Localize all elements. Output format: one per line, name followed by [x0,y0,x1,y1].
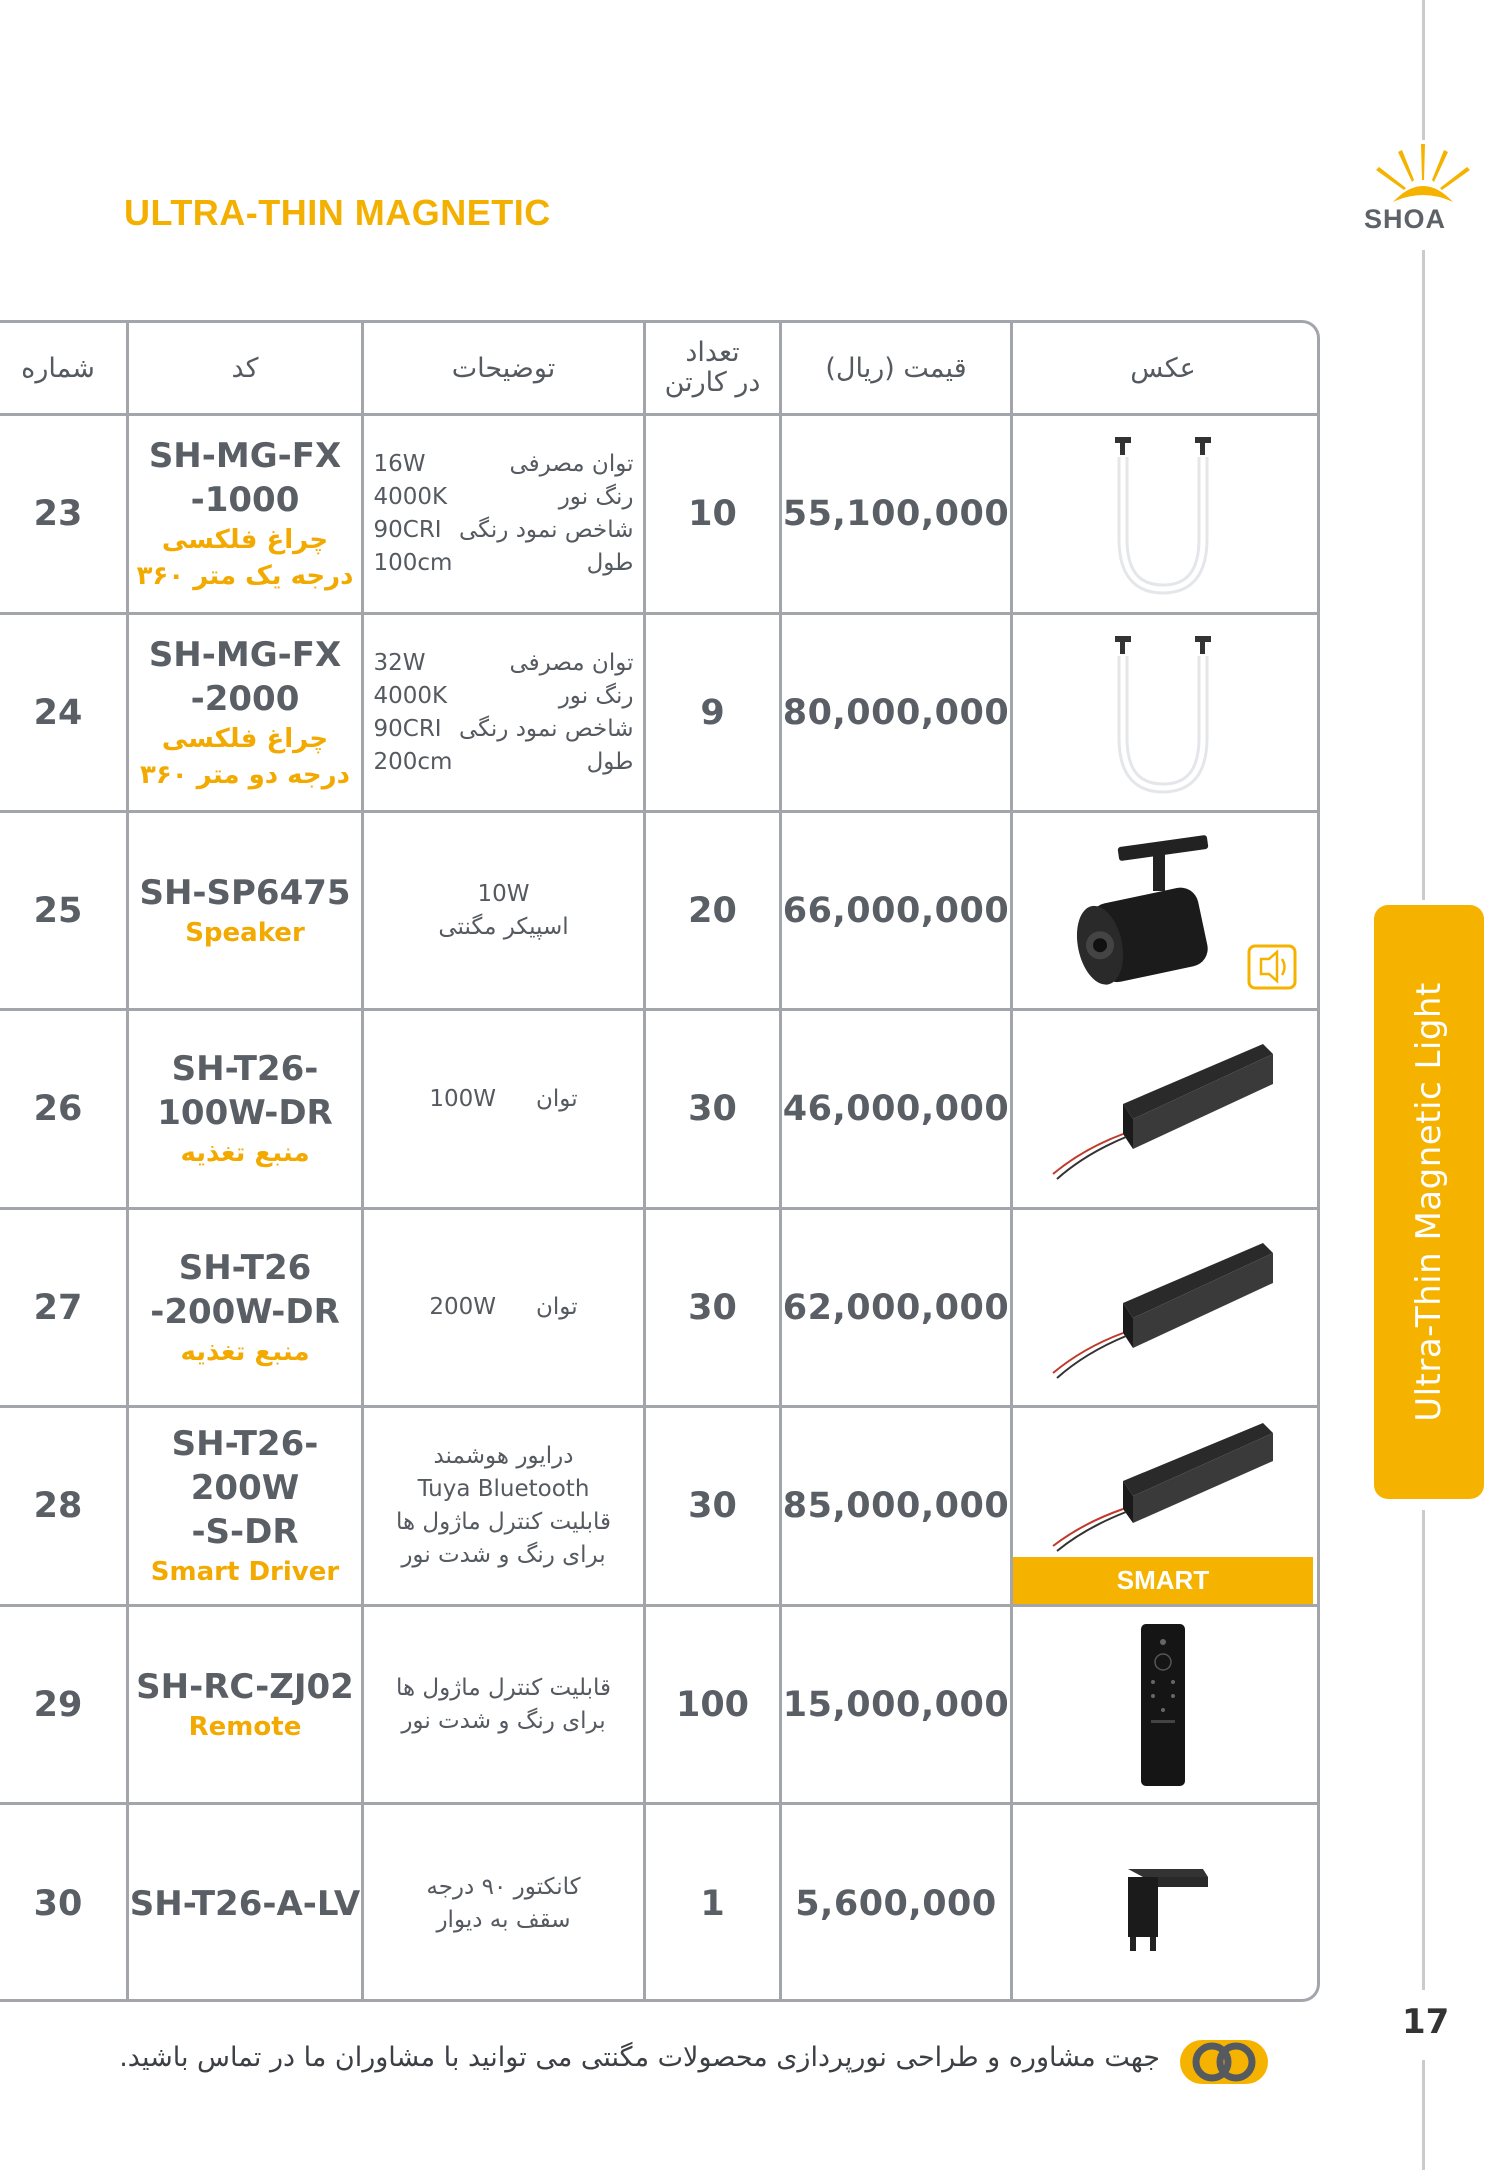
spec-label: طول [586,748,634,775]
code-line1: SH-MG-FX [148,634,342,675]
product-code [129,1210,361,1405]
right-rule-top [1422,0,1425,140]
product-subtitle: Speaker [185,917,305,948]
product-code [129,1607,361,1802]
price: 46,000,000 [782,1089,1010,1129]
row-number: 29 [33,1684,83,1725]
product-image [1013,1011,1313,1207]
spec-label: طول [586,550,634,576]
power-driver-icon [1023,1223,1303,1393]
quantity: 10 [688,494,737,534]
row-number: 30 [33,1883,83,1924]
product-specs [364,416,643,612]
product-code [129,1408,361,1604]
quantity: 30 [688,1089,737,1129]
product-subtitle: ۳۶۰ درجه دو متر [140,759,350,790]
row-number: 24 [33,692,83,733]
spec-value: 90CRI [373,517,442,543]
row-number: 25 [33,890,83,931]
spec-value: 90CRI [373,715,442,742]
product-description [364,1607,643,1802]
product-subtitle: Remote [188,1711,302,1742]
product-image [1013,813,1313,1008]
product-code [129,416,361,612]
power-value: 100W [429,1085,497,1112]
code-line2: -200W-DR [150,1291,340,1332]
desc-line: سقف به دیوار [436,1906,571,1933]
product-description [364,1408,643,1604]
product-subtitle: ۳۶۰ درجه یک متر [136,561,354,591]
product-description [364,1210,643,1405]
quantity: 30 [688,1486,737,1526]
header-image: عکس [1130,352,1196,384]
spec-value: 16W [373,451,426,477]
page-title: ULTRA-THIN MAGNETIC [124,192,551,233]
product-subtitle: منبع تغذیه [180,1336,310,1367]
row-number: 23 [33,494,83,534]
brand-name: SHOA [1364,204,1447,234]
code-line1: SH-T26-A-LV [129,1883,361,1924]
product-image [1013,416,1313,612]
product-image [1013,1408,1313,1558]
code-line2: -1000 [190,480,300,520]
speaker-icon [1023,821,1303,1001]
desc-line: اسپیکر مگنتی [438,913,569,940]
price: 85,000,000 [782,1486,1010,1526]
page-number: 17 [1402,2002,1450,2042]
price: 80,000,000 [782,692,1010,733]
right-rule-middle [1422,250,1425,900]
remote-control-icon [1133,1620,1193,1790]
spec-label: شاخص نمود رنگی [459,517,634,543]
code-line1: SH-T26-200W [171,1424,319,1508]
desc-line: کانکتور ۹۰ درجه [426,1873,581,1900]
code-line1: SH-RC-ZJ02 [136,1666,354,1707]
code-line2: 100W-DR [157,1093,333,1133]
price: 66,000,000 [782,890,1010,931]
code-line1: SH-T26 [178,1247,312,1288]
desc-line: برای رنگ و شدت نور [401,1542,606,1568]
price: 62,000,000 [782,1287,1010,1328]
flex-tube-icon [1093,429,1233,599]
product-code [129,1805,361,2002]
header-quantity [646,323,779,413]
price: 15,000,000 [782,1684,1010,1725]
spec-label: رنگ نور [558,682,634,709]
price: 5,600,000 [795,1883,997,1924]
spec-label: رنگ نور [558,484,634,510]
spec-value: 32W [373,649,426,676]
spec-label: شاخص نمود رنگی [459,715,634,742]
contact-icon [1178,2036,1270,2088]
quantity: 9 [700,692,725,733]
row-number: 28 [33,1486,83,1526]
code-line1: SH-MG-FX [148,436,342,476]
product-code [129,1011,361,1207]
side-tab-label: Ultra-Thin Magnetic Light [1409,982,1449,1422]
header-quantity-line1: تعداد [685,337,740,368]
header-description: توضیحات [451,352,556,384]
product-subtitle: چراغ فلکسی [161,723,329,754]
spec-value: 200cm [373,748,453,775]
product-description [364,1805,643,2002]
product-subtitle: منبع تغذیه [180,1138,310,1168]
desc-line: قابلیت کنترل ماژول ها [395,1509,612,1535]
quantity: 100 [675,1684,750,1725]
code-line2: -2000 [190,678,300,719]
footer-note: جهت مشاوره و طراحی نورپردازی محصولات مگنتی می توانید با مشاوران ما در تماس باشید. [119,2042,1160,2073]
power-label: توان [536,1294,578,1320]
price-table [0,320,1320,2002]
power-value: 200W [429,1294,497,1320]
row-number: 27 [33,1287,83,1328]
row-number: 26 [33,1089,83,1129]
spec-value: 100cm [373,550,453,576]
quantity: 20 [688,890,737,931]
spec-label: توان مصرفی [509,649,634,676]
code-line2: -S-DR [191,1512,299,1552]
product-description [364,1011,643,1207]
header-price: قیمت (ریال) [825,352,967,384]
product-code [129,813,361,1008]
quantity: 30 [688,1287,737,1328]
product-subtitle: Smart Driver [150,1557,340,1587]
power-label: توان [536,1085,578,1112]
header-code: کد [231,352,259,384]
product-image [1013,615,1313,810]
product-subtitle: چراغ فلکسی [161,525,329,555]
smart-driver-icon [1023,1411,1303,1556]
product-image [1013,1805,1313,2002]
desc-line: درایور هوشمند [433,1443,574,1469]
right-rule-lower [1422,1510,1425,1990]
header-number: شماره [21,352,95,384]
product-description [364,813,643,1008]
spec-value: 4000K [373,484,448,510]
corner-connector-icon [1108,1849,1218,1959]
product-image [1013,1210,1313,1405]
right-rule-bottom [1422,2060,1425,2170]
price: 55,100,000 [782,494,1010,534]
desc-line: 10W [477,880,530,907]
header-quantity-line2: در کارتن [664,367,761,398]
quantity: 1 [700,1883,725,1924]
desc-line: برای رنگ و شدت نور [401,1707,606,1734]
smart-badge: SMART [1013,1557,1313,1604]
spec-value: 4000K [373,682,448,709]
code-line1: SH-SP6475 [139,872,351,913]
power-driver-icon [1023,1024,1303,1194]
desc-line: Tuya Bluetooth [417,1476,590,1502]
product-specs [364,615,643,810]
flex-tube-icon [1093,628,1233,798]
code-line1: SH-T26- [171,1049,319,1089]
product-code [129,615,361,810]
desc-line: قابلیت کنترل ماژول ها [395,1674,612,1701]
side-tab [1374,905,1484,1499]
product-image [1013,1607,1313,1802]
spec-label: توان مصرفی [509,451,634,477]
